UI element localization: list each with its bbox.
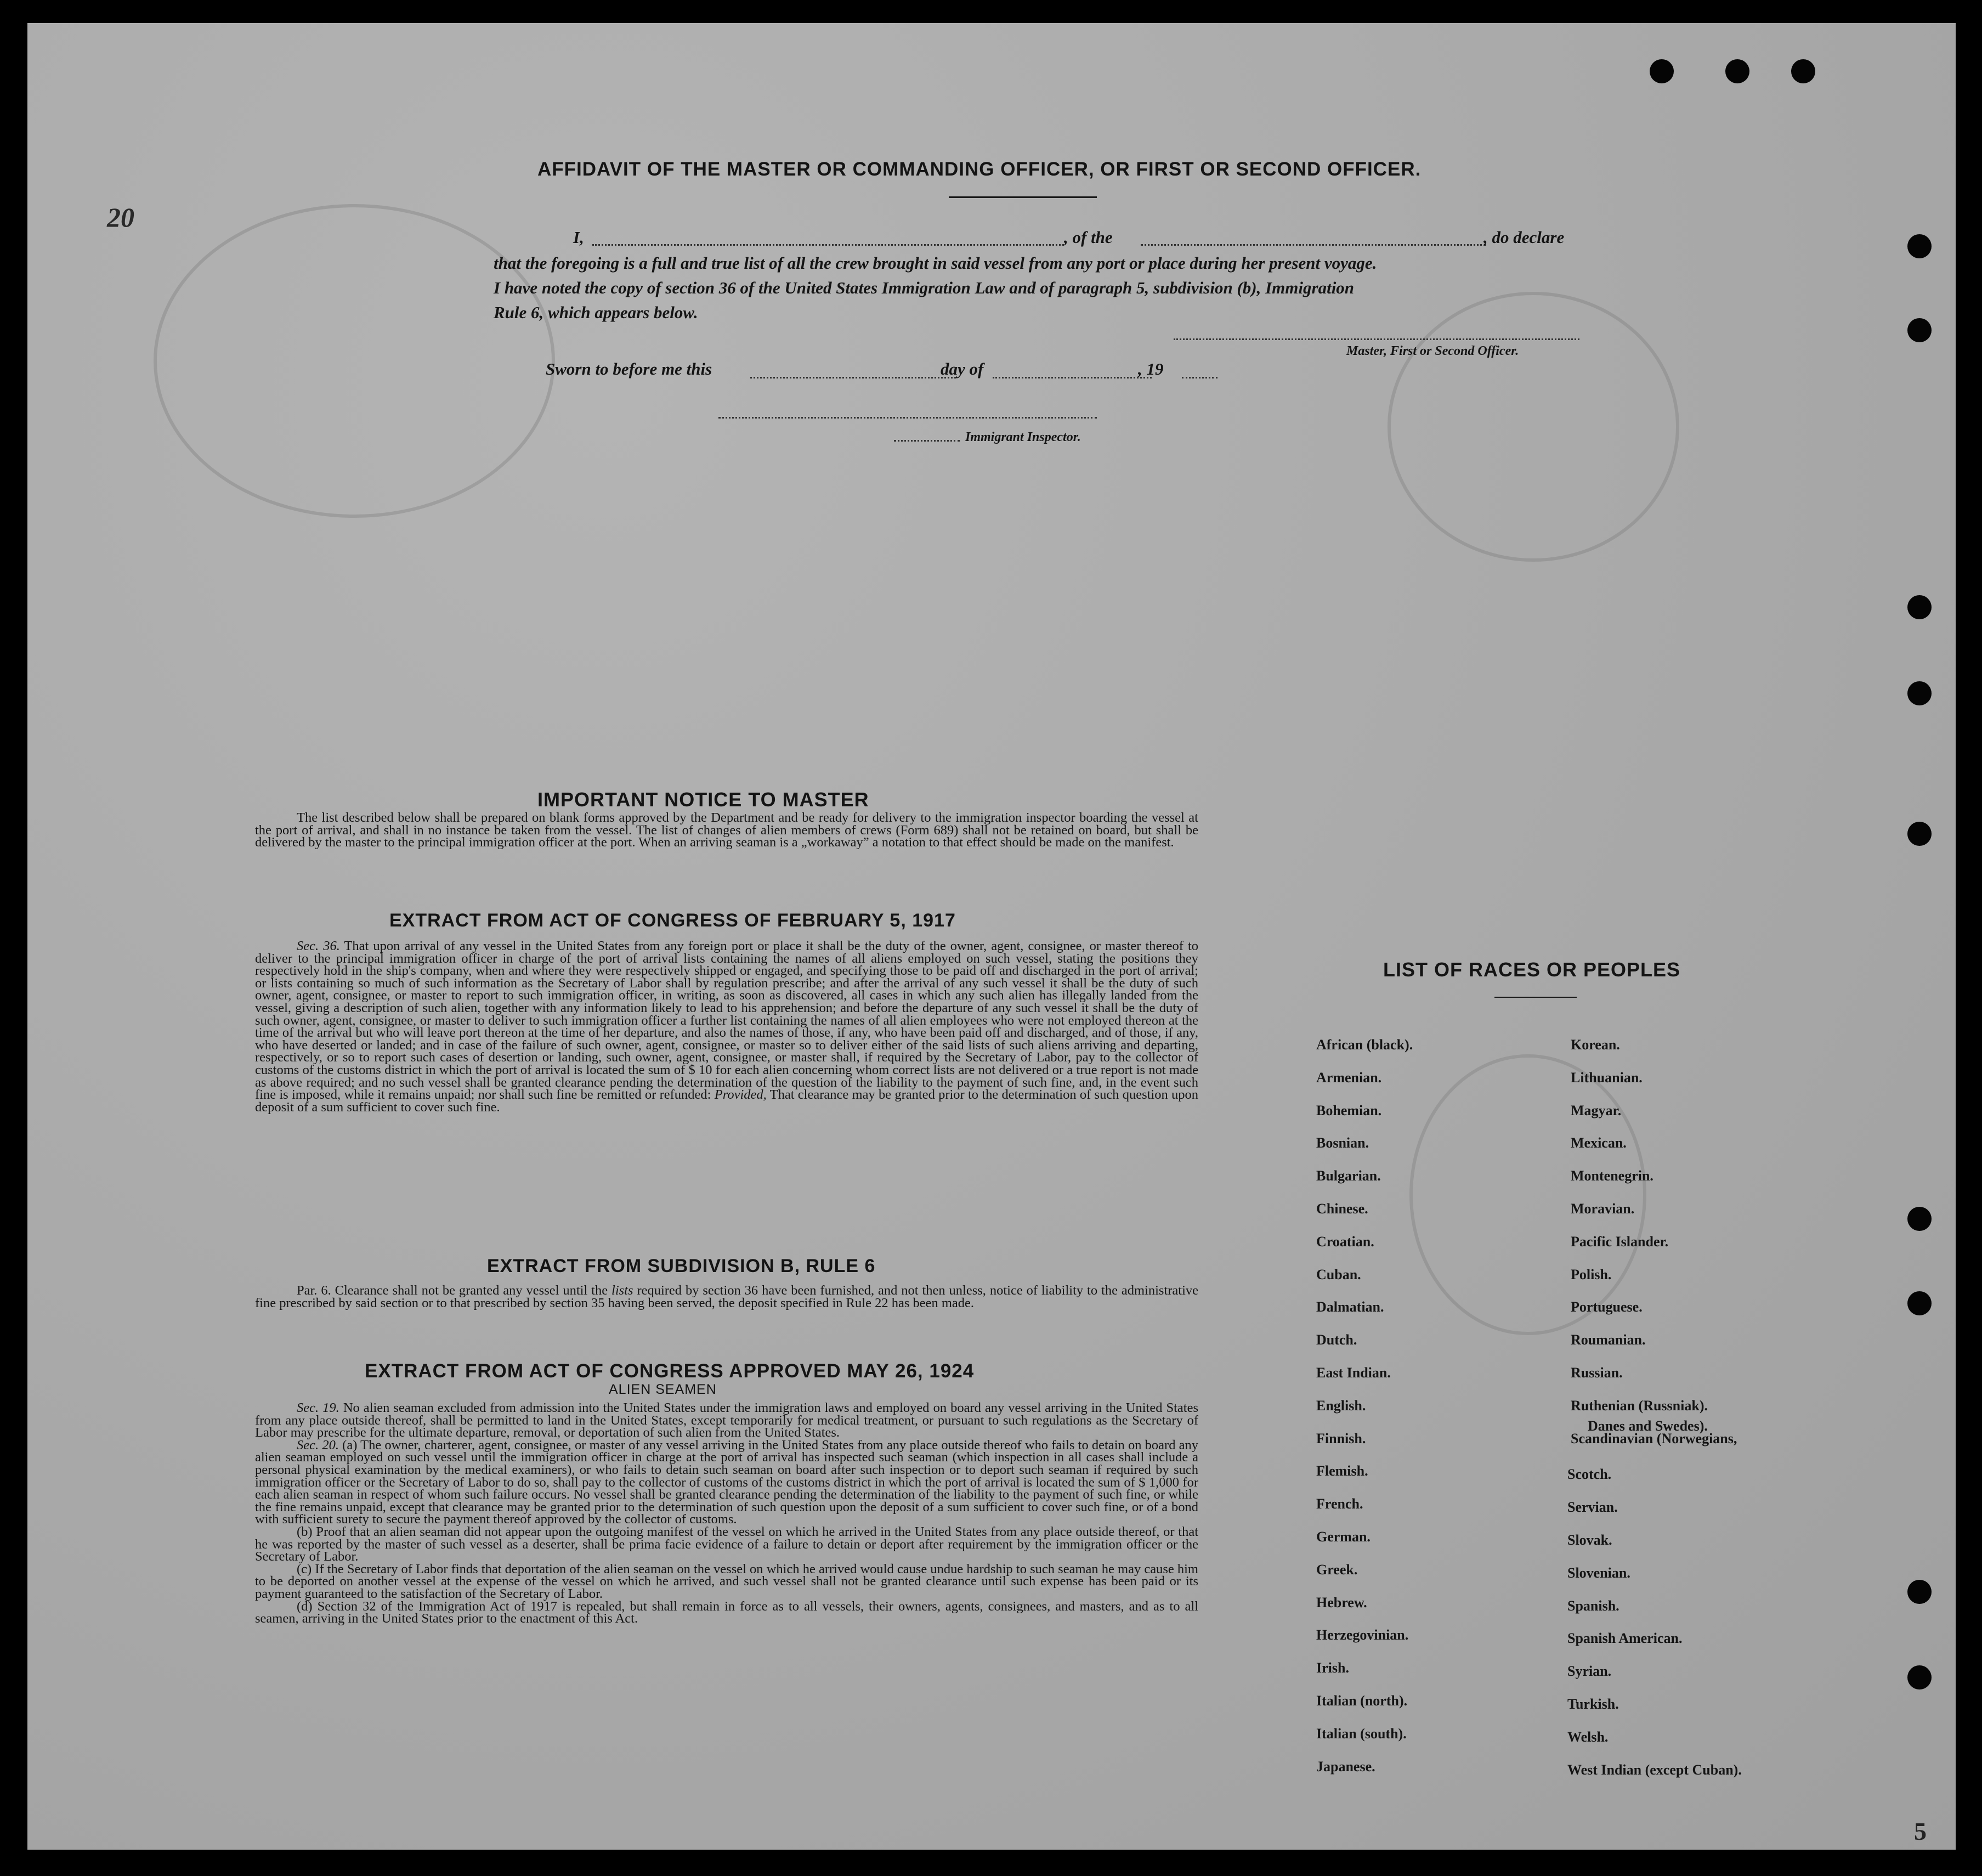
race-item: Welsh. bbox=[1567, 1728, 1609, 1745]
punch-hole bbox=[1907, 681, 1932, 705]
rule6-title: EXTRACT FROM SUBDIVISION B, RULE 6 bbox=[487, 1256, 876, 1276]
rule6-body-b: required by section 36 have been furnished, and not then unless, notice of liability to the administrative fine prescribed by said section or to that prescribed by section 35 having been served, the deposit specified in Rule 22 has been made. bbox=[255, 1283, 1199, 1310]
affidavit-line3: I have noted the copy of section 36 of the United States Immigration Law and of paragraph 5, subdivision (b), Immigration bbox=[494, 278, 1355, 297]
act1924-text20b: (b) Proof that an alien seaman did not appear upon the outgoing manifest of the vessel on which he arrived in the United States from any place outside thereof, or that he was reported by the master of such vessel as a deserter, shall be prima facie evidence of a failure to detain or deport after requirement by the immigration officer or the Secretary of Labor. bbox=[255, 1524, 1198, 1564]
race-item: Ruthenian (Russniak). bbox=[1571, 1397, 1708, 1414]
rule6-lists: lists bbox=[611, 1283, 633, 1298]
race-item: Bohemian. bbox=[1316, 1102, 1382, 1118]
race-item: Korean. bbox=[1571, 1037, 1620, 1053]
race-item: Bosnian. bbox=[1316, 1135, 1369, 1151]
race-item: Greek. bbox=[1316, 1561, 1358, 1578]
race-item: Italian (south). bbox=[1316, 1725, 1407, 1742]
race-item: Magyar. bbox=[1571, 1102, 1622, 1118]
race-scandinavian-continued: Danes and Swedes). bbox=[1588, 1418, 1708, 1434]
vessel-line bbox=[1141, 244, 1486, 246]
race-item: Moravian. bbox=[1571, 1201, 1635, 1217]
act1924-sec20: Sec. 20. bbox=[297, 1437, 339, 1453]
act1924-text20a: (a) The owner, charterer, agent, consignee, or master of any vessel arriving in the United States from any place outside thereof who fails to detain on board any alien seaman employed on such vessel until the immigration officer in charge at the port of arrival has inspected such seaman (which inspection in all cases shall include a personal physical examination by the medical examiners), or who fails to detain such seaman on board after such inspection or to deport such seaman if required by such immigration officer or the Secretary of Labor to do so, shall pay to the collector of customs of the customs district in which the port of arrival is located the sum of $ 1,000 for each alien seaman in respect of whom such failure occurs. No vessel shall be granted clearance pending the determination of the liability to the payment of such fine, or while the fine remains unpaid, except that clearance may be granted prior to the determination of such question upon the deposit of a sum sufficient to cover such fine, or of a bond with sufficient surety to secure the payment thereof approved by the collector of customs. bbox=[255, 1437, 1199, 1527]
act1924-text19: No alien seaman excluded from admission into the United States under the immigration laws and employed on board any vessel arriving in the United States from any place outside thereof, shall be permitted to land in the United States, except temporarily for medical treatment, or pursuant to such regulations as the Secretary of Labor may prescribe for the ultimate departure, removal, or deportation of such alien from the United States. bbox=[255, 1400, 1199, 1440]
ghost-stamp-right bbox=[1388, 292, 1679, 562]
race-item: German. bbox=[1316, 1529, 1371, 1545]
act1917-title: EXTRACT FROM ACT OF CONGRESS OF FEBRUARY 5, 1917 bbox=[389, 910, 956, 931]
race-item: Japanese. bbox=[1316, 1758, 1375, 1775]
punch-hole bbox=[1907, 318, 1932, 342]
act1924-title: EXTRACT FROM ACT OF CONGRESS APPROVED MAY 26, 1924 bbox=[365, 1360, 975, 1382]
race-item: English. bbox=[1316, 1397, 1366, 1414]
race-item: Croatian. bbox=[1316, 1233, 1374, 1250]
act1917-body2: That clearance may be granted prior to the determination of such question upon deposit of a sum sufficient to cover such fine. bbox=[255, 1087, 1199, 1115]
race-item: Russian. bbox=[1571, 1365, 1623, 1381]
race-item: Flemish. bbox=[1316, 1463, 1368, 1479]
notice-paragraph: The list described below shall be prepared on blank forms approved by the Department and be ready for delivery to the immigration inspector boarding the vessel at the port of arrival, and shall in no instance be taken from the vessel. The list of changes of alien members of crews (Form 689) shall not be retained on board, but shall be delivered by the master to the principal immigration officer at the port. When an arriving seaman is a „workaway” a notation to that effect should be made on the manifest. bbox=[255, 810, 1198, 850]
sworn-year-line bbox=[1182, 377, 1217, 378]
inspector-label: Immigrant Inspector. bbox=[965, 430, 1081, 444]
affidavit-title-rule bbox=[949, 196, 1097, 198]
race-item: Turkish. bbox=[1567, 1696, 1619, 1712]
year-text: , 19 bbox=[1138, 359, 1164, 378]
affidavit-title: AFFIDAVIT OF THE MASTER OR COMMANDING OFFICER, OR FIRST OR SECOND OFFICER. bbox=[537, 159, 1422, 180]
race-item: Armenian. bbox=[1316, 1069, 1382, 1086]
race-item: Scandinavian (Norwegians, bbox=[1571, 1430, 1737, 1446]
races-title: LIST OF RACES OR PEOPLES bbox=[1383, 958, 1681, 981]
race-item: Pacific Islander. bbox=[1571, 1233, 1669, 1250]
race-item: African (black). bbox=[1316, 1037, 1413, 1053]
race-item: Chinese. bbox=[1316, 1201, 1368, 1217]
act1917-body: That upon arrival of any vessel in the United States from any foreign port or place it shall be the duty of the owner, agent, consignee, or master thereof to deliver to the principal immigration officer in charge of the port of arrival lists containing the names of all aliens employed on such vessel, stating the positions they respectively hold in the ship's company, when and where they were respectively shipped or engaged, and specifying those to be paid off and discharged in the port of arrival; or lists containing so much of such information as the Secretary of Labor shall by regulation prescribe; and after the arrival of any such vessel it shall be the duty of such owner, agent, consignee, or master to report to such immigration officer, in writing, as soon as discovered, all cases in which any such alien has illegally landed from the vessel, giving a description of such alien, together with any information likely to lead to his apprehension; and before the departure of any such vessel it shall be the duty of such owner, agent, consignee, or master to deliver to such immigration officer a further list containing the names of all alien employees who were not employed thereon at the time of the arrival but who will leave port thereon at the time of her departure, and also the names of those, if any, who have been paid off and discharged, and of those, if any, who have deserted or landed; and in case of the failure of such owner, agent, consignee, or master so to deliver either of the said lists of such aliens arriving and departing, respectively, or so to report such cases of desertion or landing, such owner, agent, consignee, or master shall, if required by the Secretary of Labor, pay to the collector of customs of the customs district in which the port of arrival is located the sum of $ 10 for each alien concerning whom correct lists are not delivered or a true report is not made as above required; and no such vessel shall be granted clearance pending the determination of the question of the liability to the payment of such fine, and, in the event such fine is imposed, while it remains unpaid; nor shall such fine be remitted or refunded: bbox=[255, 939, 1198, 1103]
race-item: Lithuanian. bbox=[1571, 1069, 1643, 1086]
race-item: Italian (north). bbox=[1316, 1693, 1408, 1709]
signature-label: Master, First or Second Officer. bbox=[1346, 344, 1519, 358]
notice-text bbox=[255, 812, 1198, 849]
act1917-text bbox=[255, 940, 1198, 1114]
race-item: Finnish. bbox=[1316, 1430, 1366, 1446]
race-item: Hebrew. bbox=[1316, 1594, 1367, 1611]
sworn-text: Sworn to before me this bbox=[546, 359, 712, 378]
race-item: Spanish. bbox=[1567, 1597, 1619, 1614]
inspector-dots bbox=[894, 440, 960, 442]
punch-hole bbox=[1791, 59, 1815, 83]
race-item: Herzegovinian. bbox=[1316, 1627, 1409, 1643]
race-item: East Indian. bbox=[1316, 1365, 1391, 1381]
punch-hole bbox=[1907, 1580, 1932, 1604]
race-item: Slovak. bbox=[1567, 1532, 1612, 1548]
affidavit-i: I, bbox=[573, 228, 584, 247]
punch-hole bbox=[1907, 234, 1932, 258]
punch-hole bbox=[1907, 1665, 1932, 1689]
punch-hole bbox=[1907, 822, 1932, 846]
sworn-day-line bbox=[750, 377, 956, 378]
act1924-text20c: (c) If the Secretary of Labor finds that deportation of the alien seaman on the vessel on which he arrived would cause undue hardship to such seaman he may cause him to be deported on another vessel at the expense of the vessel on which he arrived, and such vessel shall not be granted clearance until such expense has been paid or its payment guaranteed to the satisfaction of the Secretary of Labor. bbox=[255, 1561, 1198, 1601]
document-page bbox=[27, 23, 1956, 1850]
sworn-month-line bbox=[993, 377, 1152, 378]
race-item: Polish. bbox=[1571, 1266, 1612, 1282]
race-item: Slovenian. bbox=[1567, 1564, 1630, 1581]
race-item: Montenegrin. bbox=[1571, 1168, 1653, 1184]
punch-hole bbox=[1650, 59, 1674, 83]
race-item: Syrian. bbox=[1567, 1663, 1612, 1680]
race-item: Dalmatian. bbox=[1316, 1299, 1384, 1315]
affidavit-do-declare: , do declare bbox=[1483, 228, 1565, 247]
race-item: French. bbox=[1316, 1496, 1363, 1512]
ghost-stamp-left bbox=[154, 204, 555, 518]
race-item: West Indian (except Cuban). bbox=[1567, 1761, 1742, 1778]
inspector-signature-line bbox=[718, 417, 1097, 419]
punch-hole bbox=[1725, 59, 1749, 83]
notice-title: IMPORTANT NOTICE TO MASTER bbox=[537, 788, 869, 811]
races-title-rule bbox=[1494, 997, 1577, 998]
race-item: Irish. bbox=[1316, 1660, 1349, 1676]
race-item: Spanish American. bbox=[1567, 1630, 1683, 1647]
race-item: Servian. bbox=[1567, 1499, 1618, 1516]
punch-hole bbox=[1907, 595, 1932, 619]
name-line bbox=[592, 244, 1064, 246]
race-item: Cuban. bbox=[1316, 1266, 1361, 1282]
day-of-text: day of bbox=[941, 359, 984, 378]
rule6-body-a: Par. 6. Clearance shall not be granted any vessel until the bbox=[297, 1283, 608, 1298]
race-item: Scotch. bbox=[1567, 1466, 1612, 1483]
affidavit-line4: Rule 6, which appears below. bbox=[494, 303, 698, 322]
act1924-sec19: Sec. 19. bbox=[297, 1400, 339, 1415]
race-item: Dutch. bbox=[1316, 1332, 1357, 1348]
affidavit-of-the: , of the bbox=[1064, 228, 1113, 247]
act1917-provided: Provided, bbox=[714, 1087, 767, 1103]
corner-mark: 5 bbox=[1914, 1817, 1927, 1845]
race-item: Bulgarian. bbox=[1316, 1168, 1381, 1184]
act1924-text20d: (d) Section 32 of the Immigration Act of 1917 is repealed, but shall remain in force as to all vessels, their owners, agents, consignees, and masters, and as to all seamen, arriving in the United States prior to the enactment of this Act. bbox=[255, 1598, 1198, 1626]
race-item: Roumanian. bbox=[1571, 1332, 1646, 1348]
race-item: Mexican. bbox=[1571, 1135, 1627, 1151]
rule6-text bbox=[255, 1285, 1198, 1309]
act1924-text bbox=[255, 1402, 1198, 1625]
signature-line bbox=[1174, 338, 1579, 340]
ghost-stamp-lower bbox=[1409, 1054, 1646, 1335]
race-item: Portuguese. bbox=[1571, 1299, 1643, 1315]
punch-hole bbox=[1907, 1207, 1932, 1231]
act1924-subtitle: ALIEN SEAMEN bbox=[609, 1382, 717, 1397]
punch-hole bbox=[1907, 1291, 1932, 1315]
act1917-sec: Sec. 36. bbox=[297, 939, 340, 953]
affidavit-line2: that the foregoing is a full and true list of all the crew brought in said vessel from any port or place during her present voyage. bbox=[494, 253, 1377, 273]
margin-note: 20 bbox=[107, 202, 134, 233]
